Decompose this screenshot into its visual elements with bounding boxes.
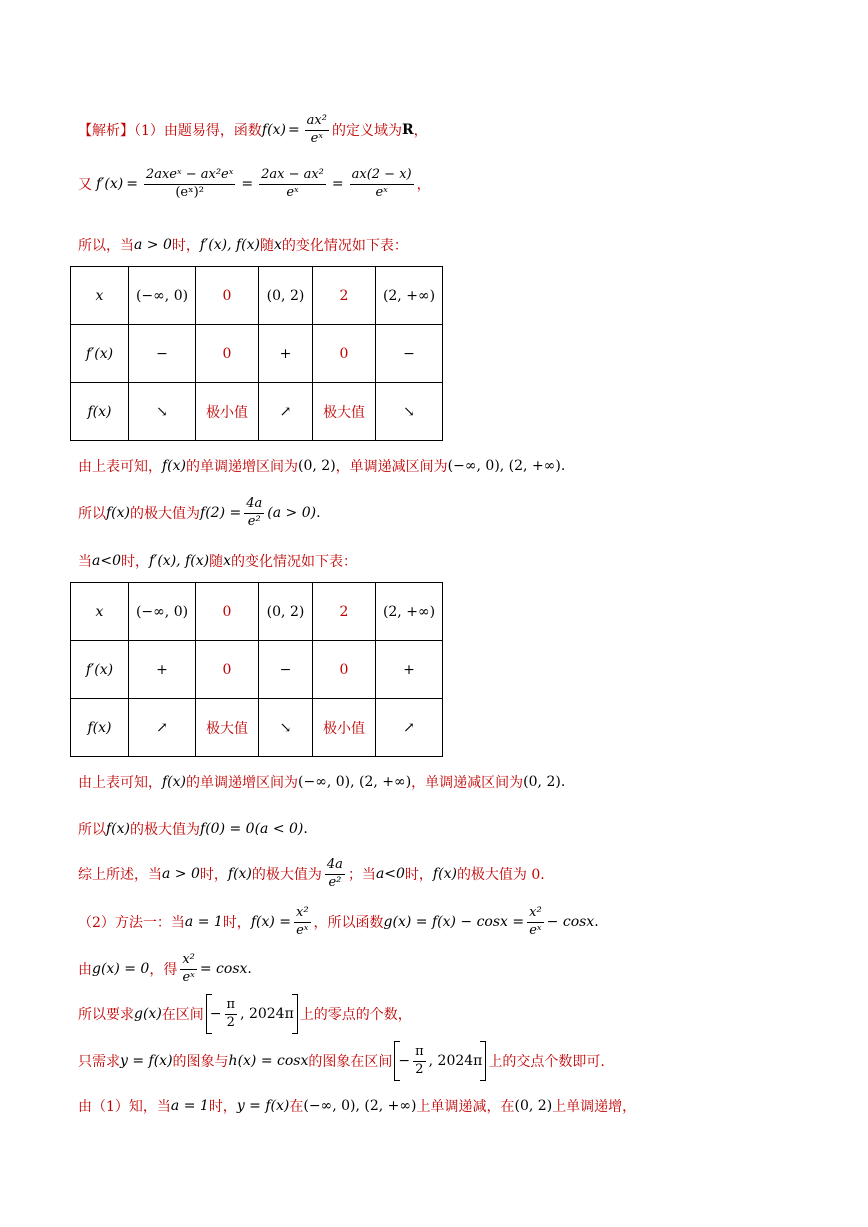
line-case-negative: 当 a<0 时， f′(x), f(x) 随 x 的变化情况如下表：	[78, 553, 357, 570]
arrow-up-icon: ↗	[129, 699, 196, 757]
arrow-down-icon: ↘	[376, 383, 443, 441]
real-set: R	[401, 122, 414, 138]
line-intersection: 只需求 y = f(x) 的图象与 h(x) = cosx 的图象在区间 − $\frac{\pi}{2}$ , 2024π 上的交点个数即可.	[78, 1039, 605, 1083]
fraction-derivative-2: $\frac{\text{2ax − ax²}}{\text{eˣ}}$	[261, 166, 324, 200]
line-zero-condition: 由 g(x) = 0 ，得 $\frac{\text{x²}}{\text{eˣ}}$ = cosx .	[78, 951, 252, 985]
line-max-negative: 所以 f(x) 的极大值为 f(0) = 0(a < 0) .	[78, 821, 308, 838]
fx-math: f(x)	[261, 122, 286, 138]
fraction-x2-ex: $\frac{\text{x²}}{\text{eˣ}}$	[529, 904, 542, 938]
line-case-positive: 所以，当 a > 0 时， f′(x), f(x) 随 x 的变化情况如下表：	[78, 237, 408, 254]
table-row: f′(x) + 0 − 0 +	[71, 641, 443, 699]
line-summary: 综上所述，当 a > 0 时， f(x) 的极大值为 $\frac{4a}{\text{e²}}$ ；当 a<0 时， f(x) 的极大值为 0.	[78, 856, 545, 890]
table-row: x (−∞, 0) 0 (0, 2) 2 (2, +∞)	[71, 583, 443, 641]
line-derivative: 又 f′(x) = $\frac{\text{2axeˣ − ax²eˣ}}{\text{(eˣ)²}}$ = $\frac{\text{2ax − ax²}}{\text{eˣ}}$ = $\frac{ax(2 - x)}{\text{eˣ}}$ ，	[78, 166, 431, 200]
line-monotonic-1: 由上表可知， f(x) 的单调递增区间为 (0, 2) ，单调递减区间为 (−∞, 0), (2, +∞) .	[78, 458, 566, 475]
arrow-up-icon: ↗	[259, 383, 313, 441]
fraction-derivative-1: $\frac{\text{2axeˣ − ax²eˣ}}{\text{(eˣ)²}}$	[145, 166, 234, 200]
line-part1-recall: 由（1）知，当 a = 1 时， y = f(x) 在 (−∞, 0), (2, +∞) 上单调递减，在 (0, 2) 上单调递增，	[78, 1098, 637, 1115]
interval-bracket: − $\frac{\pi}{2}$ , 2024π	[394, 1041, 486, 1081]
fraction-x2-ex: $\frac{\text{x²}}{\text{eˣ}}$	[182, 951, 195, 985]
line-part2-method1: （2）方法一：当 a = 1 时， f(x) = $\frac{\text{x²}}{\text{eˣ}}$ ，所以函数 g(x) = f(x) − cosx = $\frac{\text{x²}}{\text{eˣ}}$ − cosx .	[78, 904, 599, 938]
fraction-derivative-3: $\frac{ax(2 - x)}{\text{eˣ}}$	[351, 166, 412, 200]
variation-table-positive	[70, 266, 443, 441]
fraction-4a-e2: $\frac{4a}{\text{e²}}$	[326, 856, 343, 890]
table-row: f(x) ↗ 极大值 ↘ 极小值 ↗	[71, 699, 443, 757]
analysis-intro: 【解析】（1）由题易得，函数	[78, 123, 262, 139]
line-domain: 【解析】（1）由题易得，函数 f(x) = $\frac{\text{ax²}}{\text{eˣ}}$ 的定义域为 R ，	[78, 112, 428, 146]
line-monotonic-2: 由上表可知， f(x) 的单调递增区间为 (−∞, 0), (2, +∞) ，单调递减区间为 (0, 2) .	[78, 774, 566, 791]
table-row: f′(x) − 0 + 0 −	[71, 325, 443, 383]
line-max-positive: 所以 f(x) 的极大值为 f(2) = $\frac{4a}{\text{e²}}$ (a > 0) .	[78, 495, 321, 529]
arrow-down-icon: ↘	[259, 699, 313, 757]
variation-table-negative	[70, 582, 443, 757]
arrow-down-icon: ↘	[129, 383, 196, 441]
fraction-x2-ex: $\frac{\text{x²}}{\text{eˣ}}$	[296, 904, 309, 938]
fraction-4a-e2: $\frac{4a}{\text{e²}}$	[246, 495, 263, 529]
fraction-pi-2: $\frac{\pi}{2}$	[415, 1043, 424, 1077]
line-zero-count: 所以要求 g(x) 在区间 − $\frac{\pi}{2}$ , 2024π 上的零点的个数，	[78, 992, 412, 1036]
arrow-up-icon: ↗	[376, 699, 443, 757]
interval-bracket: − $\frac{\pi}{2}$ , 2024π	[206, 994, 298, 1034]
fraction-pi-2: $\frac{\pi}{2}$	[226, 996, 236, 1030]
table-row: f(x) ↘ 极小值 ↗ 极大值 ↘	[71, 383, 443, 441]
fraction-ax2-ex: $\frac{\text{ax²}}{\text{eˣ}}$	[306, 112, 327, 146]
table-row: x (−∞, 0) 0 (0, 2) 2 (2, +∞)	[71, 267, 443, 325]
